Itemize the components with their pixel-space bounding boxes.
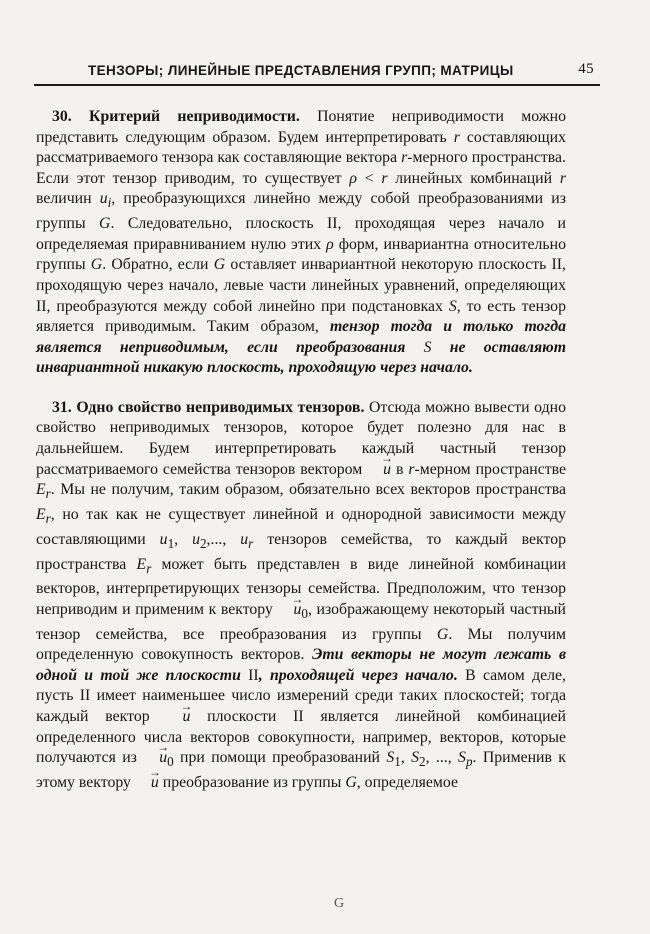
math-var: S (386, 749, 395, 767)
math-subscript: 2 (419, 754, 426, 770)
math-subscript: p (465, 754, 473, 770)
math-var: ρ (349, 169, 357, 187)
math-var: ρ (326, 235, 334, 253)
vector-u: → u (166, 707, 190, 728)
vector-u: → u (367, 460, 391, 481)
text-run: , то есть тензор является приводимым. Таким образом, (36, 297, 566, 336)
text-run: при помощи преобразований (173, 749, 387, 767)
math-var: G (345, 773, 357, 791)
math-var: S (423, 338, 432, 356)
separator: , (174, 530, 193, 548)
text-run: Понятие неприводимости можно представить следующим образом. Будем интерпретировать (36, 108, 567, 146)
math-subscript: 0 (301, 606, 308, 621)
math-var: G (99, 215, 111, 233)
section-31-paragraph (36, 398, 566, 794)
text-run: , но так как не существует линейной и однородной зависимости между составляющими (36, 506, 566, 548)
text-run: плоскости II является линейной комбинацией определенного числа векторов совокупности, например, векторов, которые получаются из (36, 707, 566, 767)
section-30-paragraph (36, 107, 566, 379)
page-header (34, 60, 600, 86)
math-subscript: i (107, 195, 112, 211)
math-var: G (213, 256, 226, 274)
section-30-title: Критерий неприводимости. (89, 108, 300, 125)
text-run: , определяемое (356, 773, 459, 791)
page-number: 45 (578, 61, 594, 77)
math-var: r (381, 169, 388, 187)
text-run: линейных комбинаций (387, 169, 560, 187)
math-subscript: r (45, 511, 51, 527)
text-run: форм, инвариантна относительно группы (36, 235, 566, 274)
math-var: G (90, 256, 103, 274)
math-var: E (36, 481, 46, 499)
math-var: S (458, 749, 466, 767)
math-var: r (453, 128, 460, 146)
footer-signature-mark: G (334, 896, 345, 911)
italic-statement: не оставляют инвариантной никакую плоскость, проходящую через начало. (36, 338, 567, 377)
math-var: S (411, 749, 420, 767)
math-var: u (192, 530, 200, 548)
text-run: . Применив к этому вектору (36, 749, 566, 791)
math-subscript: 0 (167, 754, 174, 770)
text-run: величин (36, 190, 100, 208)
text-run: . Следовательно, плоскость II, проходящая через начало и определяемая приравниванием нулю этих (36, 215, 566, 253)
math-subscript: r (45, 486, 51, 502)
section-31-number: 31. (52, 398, 72, 416)
plane-symbol: II (248, 666, 259, 684)
math-var: S (448, 297, 457, 315)
math-subscript: 2 (199, 535, 207, 551)
italic-statement: , проходящей через начало. (258, 666, 458, 684)
vector-u0: → u (143, 748, 167, 769)
math-var: r (401, 149, 408, 167)
text-run: В самом деле, пусть II имеет наименьшее число измерений среди таких плоскостей; тогда каждый вектор (36, 666, 566, 725)
math-subscript: 1 (167, 535, 175, 551)
math-subscript: 1 (394, 754, 401, 770)
text-run: . Мы не получим, таким образом, обязательно всех векторов пространства (50, 481, 566, 499)
separator: , ..., (425, 749, 459, 767)
italic-statement: тензор тогда и только тогда является неприводимым, если преобразования (36, 318, 566, 356)
math-var: r (408, 460, 415, 478)
section-31-title: Одно свойство неприводимых тензоров. (76, 398, 365, 416)
text-run: , преобразующихся линейно между собой преобразованиями из группы (36, 190, 566, 233)
text-run: тензоров семейства, то каждый вектор пространства (36, 530, 566, 573)
text-run: , изображающему некоторый частный тензор семейства, все преобразования из группы (36, 600, 566, 643)
text-run: составляющих рассматриваемого тензора как составляющие вектора (36, 128, 566, 167)
text-run: Отсюда можно вывести одно свойство неприводимых тензоров, которое будет полезно для нас в дальнейшем. Будем интерпретировать каждый частный тензор рассматриваемого семейства тензоров вектором (36, 398, 567, 478)
math-var: u (240, 530, 249, 548)
text-run: может быть представлен в виде линейной комбинации векторов, интерпретирующих тензоры семейства. Предположим, что тензор неприводим и применим к вектору (36, 555, 566, 618)
less-than-sign: < (356, 169, 382, 187)
text-run: -мерном пространстве (414, 460, 567, 478)
separator: ,..., (206, 530, 241, 548)
math-var: r (559, 169, 566, 187)
page-body (36, 107, 566, 794)
math-subscript: r (248, 535, 254, 551)
italic-statement: Эти векторы не могут лежать в одной и той же плоскости (36, 646, 567, 684)
text-run: . Обратно, если (102, 256, 214, 274)
text-run: . Мы получим определенную совокупность векторов. (36, 625, 566, 664)
math-var: u (159, 530, 168, 548)
section-30-number: 30. (52, 108, 72, 125)
math-subscript: r (146, 560, 152, 576)
math-var: u (99, 190, 108, 208)
text-run: преобразование из группы (158, 773, 346, 791)
math-var: G (436, 625, 449, 643)
vector-u: → u (135, 773, 159, 794)
separator: , (400, 749, 412, 767)
vector-u0: → u (278, 600, 302, 621)
text-run: -мерного пространства. Если этот тензор приводим, то существует (36, 149, 566, 187)
math-var: E (36, 506, 46, 523)
text-run: в (391, 460, 409, 478)
math-var: E (136, 555, 147, 573)
running-head: ТЕНЗОРЫ; ЛИНЕЙНЫЕ ПРЕДСТАВЛЕНИЯ ГРУПП; МАТРИЦЫ (88, 63, 514, 78)
text-run: оставляет инвариантной некоторую плоскость II, проходящую через начало, левые части линейных уравнений, определяющих II, преобразуются между собой линейно при подстановках (36, 256, 566, 315)
